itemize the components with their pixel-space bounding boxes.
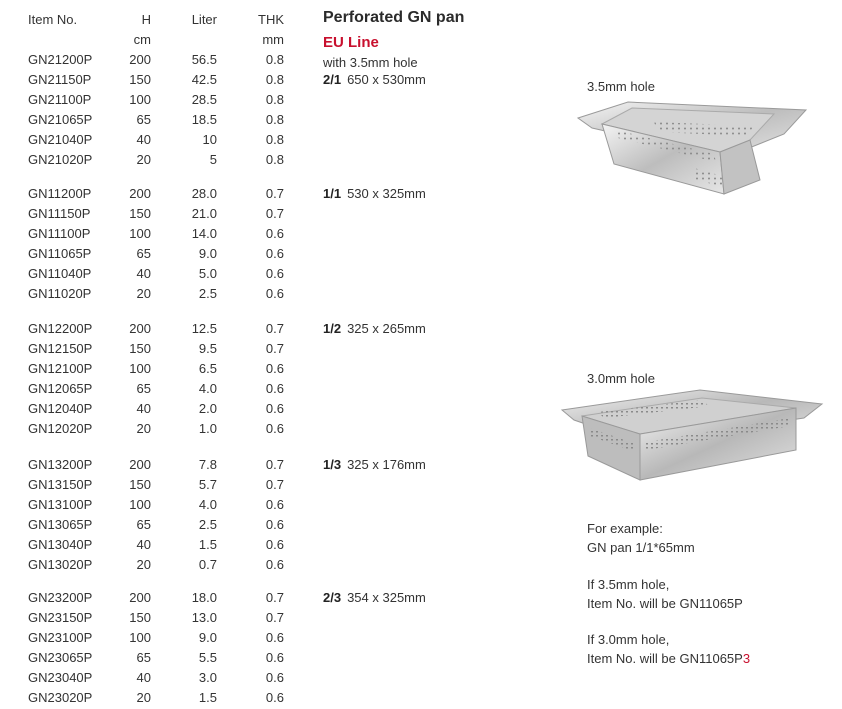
item-no-cell: GN23040P <box>28 670 93 685</box>
table-row <box>0 286 300 304</box>
header-thk-unit: mm <box>262 32 284 47</box>
size-dims: 530 x 325mm <box>347 186 426 201</box>
height-cell: 20 <box>136 421 151 436</box>
thk-cell: 0.7 <box>265 186 284 201</box>
item-no-cell: GN12100P <box>28 361 93 376</box>
liter-cell: 5.7 <box>198 477 217 492</box>
thk-cell: 0.8 <box>265 132 284 147</box>
liter-cell: 6.5 <box>198 361 217 376</box>
table-row <box>0 341 300 359</box>
size-dims: 325 x 176mm <box>347 457 426 472</box>
thk-cell: 0.6 <box>265 557 284 572</box>
table-row <box>0 670 300 688</box>
height-cell: 200 <box>129 590 151 605</box>
item-no-cell: GN11200P <box>28 186 92 201</box>
item-no-cell: GN11020P <box>28 286 92 301</box>
height-cell: 150 <box>129 341 151 356</box>
thk-cell: 0.6 <box>265 266 284 281</box>
table-row <box>0 132 300 150</box>
height-cell: 150 <box>129 206 151 221</box>
height-cell: 200 <box>129 52 151 67</box>
liter-cell: 5.5 <box>198 650 217 665</box>
header-thk: THK <box>258 12 284 27</box>
liter-cell: 0.7 <box>198 557 217 572</box>
table-row <box>0 421 300 439</box>
height-cell: 65 <box>136 517 151 532</box>
page-subtitle: EU Line <box>323 34 379 51</box>
table-row <box>0 457 300 475</box>
size-code: 1/3 <box>323 457 342 472</box>
liter-cell: 1.5 <box>198 537 217 552</box>
thk-cell: 0.6 <box>265 630 284 645</box>
liter-cell: 28.5 <box>191 92 217 107</box>
example-35-item: Item No. will be GN11065P <box>587 596 743 611</box>
table-row <box>0 226 300 244</box>
size-code: 1/2 <box>323 321 342 336</box>
thk-cell: 0.7 <box>265 590 284 605</box>
pan-photo-3-0mm <box>560 386 824 488</box>
pan-photo-3-5mm <box>574 96 810 206</box>
thk-cell: 0.6 <box>265 537 284 552</box>
height-cell: 150 <box>129 72 151 87</box>
height-cell: 150 <box>129 477 151 492</box>
liter-cell: 28.0 <box>191 186 217 201</box>
liter-cell: 9.5 <box>198 341 217 356</box>
item-no-cell: GN13040P <box>28 537 93 552</box>
thk-cell: 0.6 <box>265 421 284 436</box>
thk-cell: 0.8 <box>265 52 284 67</box>
liter-cell: 1.0 <box>198 421 217 436</box>
liter-cell: 9.0 <box>198 630 217 645</box>
table-row <box>0 112 300 130</box>
header-liter: Liter <box>191 12 217 27</box>
hole-note: with 3.5mm hole <box>323 55 418 70</box>
liter-cell: 1.5 <box>198 690 217 705</box>
height-cell: 200 <box>129 186 151 201</box>
height-cell: 20 <box>136 152 151 167</box>
liter-cell: 5 <box>209 152 217 167</box>
table-row <box>0 152 300 170</box>
height-cell: 150 <box>129 610 151 625</box>
thk-cell: 0.8 <box>265 92 284 107</box>
thk-cell: 0.7 <box>265 610 284 625</box>
size-label <box>323 321 426 336</box>
height-cell: 20 <box>136 286 151 301</box>
height-cell: 65 <box>136 650 151 665</box>
example-pan: GN pan 1/1*65mm <box>587 540 695 555</box>
height-cell: 20 <box>136 557 151 572</box>
height-cell: 20 <box>136 690 151 705</box>
table-row <box>0 186 300 204</box>
header-h-unit: cm <box>133 32 151 47</box>
liter-cell: 10 <box>202 132 217 147</box>
table-row <box>0 321 300 339</box>
item-no-cell: GN23020P <box>28 690 93 705</box>
thk-cell: 0.7 <box>265 206 284 221</box>
table-row <box>0 690 300 708</box>
liter-cell: 42.5 <box>191 72 217 87</box>
photo-caption-top: 3.5mm hole <box>587 79 655 94</box>
item-no-cell: GN11150P <box>28 206 91 221</box>
thk-cell: 0.6 <box>265 517 284 532</box>
height-cell: 200 <box>129 321 151 336</box>
example-30-item-suffix: 3 <box>742 651 751 666</box>
thk-cell: 0.8 <box>265 112 284 127</box>
liter-cell: 13.0 <box>191 610 217 625</box>
size-code: 2/3 <box>323 590 342 605</box>
item-no-cell: GN23200P <box>28 590 93 605</box>
item-no-cell: GN21020P <box>28 152 93 167</box>
item-no-cell: GN23065P <box>28 650 93 665</box>
height-cell: 100 <box>129 361 151 376</box>
size-code: 1/1 <box>323 186 342 201</box>
height-cell: 100 <box>129 226 151 241</box>
item-no-cell: GN21100P <box>28 92 92 107</box>
thk-cell: 0.7 <box>265 341 284 356</box>
table-row <box>0 246 300 264</box>
thk-cell: 0.6 <box>265 690 284 705</box>
item-no-cell: GN23150P <box>28 610 93 625</box>
size-dims: 650 x 530mm <box>347 72 426 87</box>
thk-cell: 0.6 <box>265 246 284 261</box>
height-cell: 100 <box>129 497 151 512</box>
liter-cell: 2.5 <box>198 517 217 532</box>
height-cell: 65 <box>136 112 151 127</box>
thk-cell: 0.6 <box>265 361 284 376</box>
thk-cell: 0.7 <box>265 321 284 336</box>
table-row <box>0 92 300 110</box>
table-row <box>0 206 300 224</box>
height-cell: 65 <box>136 246 151 261</box>
photo-caption-bottom: 3.0mm hole <box>587 371 655 386</box>
item-no-cell: GN21065P <box>28 112 93 127</box>
item-no-cell: GN13065P <box>28 517 93 532</box>
height-cell: 40 <box>136 266 151 281</box>
table-row <box>0 590 300 608</box>
header-item-no: Item No. <box>28 12 78 27</box>
table-row <box>0 517 300 535</box>
item-no-cell: GN13100P <box>28 497 93 512</box>
item-no-cell: GN12200P <box>28 321 93 336</box>
size-label <box>323 590 426 605</box>
table-row <box>0 381 300 399</box>
example-35-condition: If 3.5mm hole, <box>587 577 670 592</box>
liter-cell: 4.0 <box>198 381 217 396</box>
height-cell: 40 <box>136 132 151 147</box>
thk-cell: 0.6 <box>265 670 284 685</box>
thk-cell: 0.6 <box>265 497 284 512</box>
liter-cell: 2.5 <box>198 286 217 301</box>
item-no-cell: GN21040P <box>28 132 93 147</box>
item-no-cell: GN21200P <box>28 52 93 67</box>
table-row <box>0 266 300 284</box>
liter-cell: 5.0 <box>198 266 217 281</box>
table-row <box>0 72 300 90</box>
thk-cell: 0.6 <box>265 401 284 416</box>
thk-cell: 0.6 <box>265 381 284 396</box>
example-30-item-prefix: Item No. will be GN11065P <box>587 651 743 666</box>
item-no-cell: GN12020P <box>28 421 93 436</box>
liter-cell: 18.5 <box>191 112 217 127</box>
liter-cell: 21.0 <box>191 206 217 221</box>
item-no-cell: GN11065P <box>28 246 92 261</box>
table-row <box>0 497 300 515</box>
thk-cell: 0.8 <box>265 152 284 167</box>
liter-cell: 2.0 <box>198 401 217 416</box>
height-cell: 65 <box>136 381 151 396</box>
liter-cell: 7.8 <box>198 457 217 472</box>
size-label <box>323 72 426 87</box>
height-cell: 40 <box>136 670 151 685</box>
thk-cell: 0.6 <box>265 650 284 665</box>
height-cell: 40 <box>136 401 151 416</box>
size-dims: 325 x 265mm <box>347 321 426 336</box>
table-row <box>0 477 300 495</box>
item-no-cell: GN12040P <box>28 401 93 416</box>
table-row <box>0 537 300 555</box>
table-row <box>0 361 300 379</box>
size-label <box>323 457 426 472</box>
table-row <box>0 650 300 668</box>
size-label <box>323 186 426 201</box>
item-no-cell: GN13150P <box>28 477 93 492</box>
item-no-cell: GN13200P <box>28 457 93 472</box>
thk-cell: 0.7 <box>265 457 284 472</box>
item-no-cell: GN13020P <box>28 557 93 572</box>
thk-cell: 0.6 <box>265 286 284 301</box>
thk-cell: 0.6 <box>265 226 284 241</box>
liter-cell: 18.0 <box>191 590 217 605</box>
height-cell: 40 <box>136 537 151 552</box>
height-cell: 100 <box>129 92 151 107</box>
item-no-cell: GN23100P <box>28 630 93 645</box>
height-cell: 200 <box>129 457 151 472</box>
example-30-item <box>587 649 750 668</box>
table-row <box>0 401 300 419</box>
item-no-cell: GN12065P <box>28 381 93 396</box>
size-dims: 354 x 325mm <box>347 590 426 605</box>
example-30-condition: If 3.0mm hole, <box>587 632 670 647</box>
liter-cell: 4.0 <box>198 497 217 512</box>
item-no-cell: GN12150P <box>28 341 93 356</box>
size-code: 2/1 <box>323 72 342 87</box>
item-no-cell: GN11040P <box>28 266 92 281</box>
table-row <box>0 52 300 70</box>
liter-cell: 3.0 <box>198 670 217 685</box>
table-row <box>0 630 300 648</box>
liter-cell: 56.5 <box>191 52 217 67</box>
header-h: H <box>141 12 151 27</box>
height-cell: 100 <box>129 630 151 645</box>
liter-cell: 9.0 <box>198 246 217 261</box>
thk-cell: 0.8 <box>265 72 284 87</box>
table-row <box>0 557 300 575</box>
item-no-cell: GN21150P <box>28 72 92 87</box>
page-title: Perforated GN pan <box>323 9 465 26</box>
liter-cell: 14.0 <box>191 226 217 241</box>
example-heading: For example: <box>587 521 663 536</box>
liter-cell: 12.5 <box>191 321 217 336</box>
thk-cell: 0.7 <box>265 477 284 492</box>
table-row <box>0 610 300 628</box>
item-no-cell: GN11100P <box>28 226 91 241</box>
